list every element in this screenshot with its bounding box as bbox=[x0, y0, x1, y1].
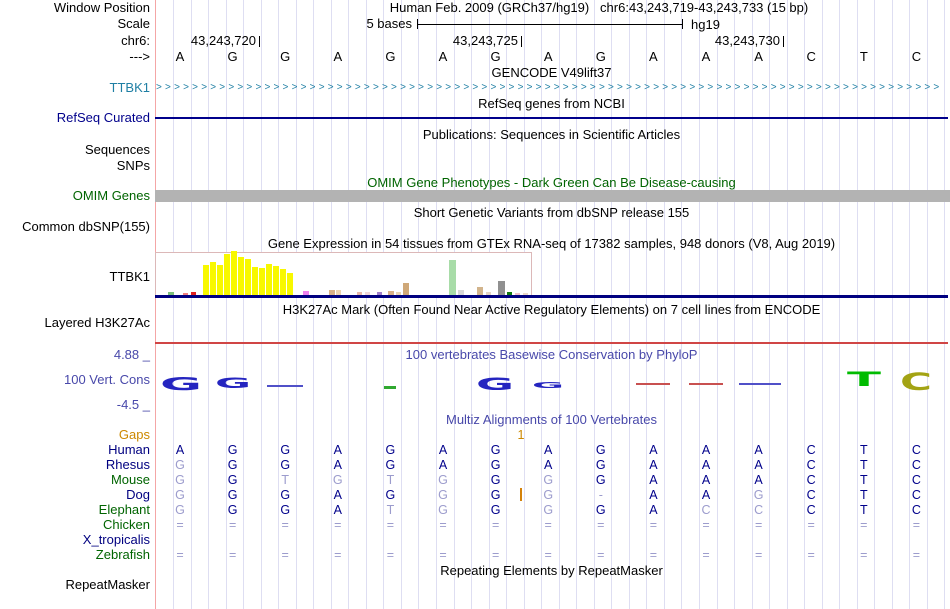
dbsnp-label[interactable]: Common dbSNP(155) bbox=[22, 219, 150, 234]
multiz-base-human: G bbox=[490, 443, 501, 457]
multiz-base-mouse: T bbox=[281, 473, 289, 487]
sequence-base: A bbox=[701, 49, 711, 64]
multiz-base-human: A bbox=[438, 443, 448, 457]
multiz-base-zebrafish: = bbox=[491, 548, 500, 562]
multiz-base-human: G bbox=[280, 443, 291, 457]
multiz-base-dog: A bbox=[333, 488, 342, 502]
multiz-base-mouse: C bbox=[806, 473, 816, 487]
phylop-base-glyph: G bbox=[476, 374, 514, 394]
multiz-base-human: A bbox=[701, 443, 711, 457]
multiz-base-dog: C bbox=[806, 488, 816, 502]
multiz-species-label-zebrafish[interactable]: Zebrafish bbox=[95, 547, 150, 562]
sequence-base: G bbox=[595, 49, 606, 64]
position-number: 43,243,725 bbox=[452, 33, 518, 48]
multiz-base-dog: G bbox=[280, 488, 291, 502]
multiz-base-zebrafish: = bbox=[754, 548, 763, 562]
multiz-base-zebrafish: = bbox=[386, 548, 395, 562]
phylop-max-label: 4.88 _ bbox=[113, 347, 150, 362]
assembly-position-title: Human Feb. 2009 (GRCh37/hg19) chr6:43,243,719-43,243,733 (15 bp) bbox=[389, 0, 809, 15]
multiz-base-human: A bbox=[333, 443, 342, 457]
sequence-base: G bbox=[490, 49, 501, 64]
multiz-base-chicken: = bbox=[491, 518, 500, 532]
phylop-track-title: 100 vertebrates Basewise Conservation by PhyloP bbox=[405, 347, 698, 362]
multiz-base-elephant: G bbox=[543, 503, 554, 517]
multiz-base-dog: T bbox=[859, 488, 868, 502]
phylop-label[interactable]: 100 Vert. Cons bbox=[64, 372, 150, 387]
omim-genes-label[interactable]: OMIM Genes bbox=[72, 188, 150, 203]
multiz-species-label-rhesus[interactable]: Rhesus bbox=[105, 457, 150, 472]
multiz-base-human: A bbox=[754, 443, 763, 457]
multiz-base-chicken: = bbox=[439, 518, 447, 532]
multiz-base-elephant: A bbox=[333, 503, 342, 517]
scale-value: 5 bases bbox=[366, 16, 412, 31]
window-position-label: Window Position bbox=[53, 0, 150, 15]
multiz-gap-count: 1 bbox=[517, 428, 525, 442]
sequence-base: A bbox=[649, 49, 658, 64]
multiz-base-human: A bbox=[649, 443, 658, 457]
multiz-base-mouse: G bbox=[595, 473, 606, 487]
phylop-base-glyph bbox=[267, 385, 303, 387]
multiz-base-mouse: G bbox=[438, 473, 448, 487]
multiz-base-human: C bbox=[911, 443, 921, 457]
multiz-base-elephant: T bbox=[859, 503, 868, 517]
sequence-base: A bbox=[175, 49, 185, 64]
gtex-gene-label[interactable]: TTBK1 bbox=[109, 269, 150, 284]
multiz-base-human: A bbox=[175, 443, 185, 457]
sequence-base: G bbox=[385, 49, 396, 64]
multiz-base-elephant: G bbox=[438, 503, 448, 517]
phylop-base-glyph: G bbox=[160, 374, 202, 395]
omim-track-title: OMIM Gene Phenotypes - Dark Green Can Be Disease-causing bbox=[367, 175, 736, 190]
multiz-base-chicken: = bbox=[281, 518, 289, 532]
multiz-base-chicken: = bbox=[597, 518, 605, 532]
multiz-base-elephant: C bbox=[701, 503, 711, 517]
phylop-base-glyph bbox=[689, 383, 723, 385]
multiz-base-rhesus: C bbox=[911, 458, 921, 472]
multiz-base-dog: G bbox=[543, 488, 554, 502]
multiz-base-chicken: = bbox=[544, 518, 552, 532]
multiz-base-chicken: = bbox=[860, 518, 868, 532]
multiz-base-mouse: A bbox=[649, 473, 658, 487]
multiz-base-mouse: T bbox=[386, 473, 395, 487]
multiz-base-rhesus: G bbox=[490, 458, 501, 472]
multiz-base-elephant: C bbox=[806, 503, 816, 517]
multiz-base-dog: A bbox=[701, 488, 711, 502]
multiz-base-rhesus: A bbox=[544, 458, 553, 472]
phylop-base-glyph: G bbox=[215, 376, 251, 392]
multiz-base-rhesus: G bbox=[385, 458, 396, 472]
multiz-base-mouse: C bbox=[911, 473, 921, 487]
phylop-base-glyph bbox=[739, 383, 781, 385]
multiz-base-zebrafish: = bbox=[912, 548, 921, 562]
multiz-base-dog: G bbox=[175, 488, 185, 502]
multiz-species-label-gaps[interactable]: Gaps bbox=[118, 427, 150, 442]
multiz-base-mouse: G bbox=[332, 473, 343, 487]
multiz-base-elephant: G bbox=[280, 503, 291, 517]
h3k27ac-track-title: H3K27Ac Mark (Often Found Near Active Regulatory Elements) on 7 cell lines from ENCODE bbox=[282, 302, 821, 317]
multiz-insertion-mark bbox=[520, 488, 522, 501]
gencode-track-title: GENCODE V49lift37 bbox=[491, 65, 612, 80]
multiz-base-chicken: = bbox=[228, 518, 237, 532]
multiz-base-dog: G bbox=[438, 488, 448, 502]
multiz-base-rhesus: A bbox=[754, 458, 763, 472]
gencode-gene-arrows[interactable]: >>>>>>>>>>>>>>>>>>>>>>>>>>>>>>>>>>>>>>>>>>>>>>>>>>>>>>>>>>>>>>>>>>>>>>>>>>>>>>>>>>>>>>> bbox=[156, 82, 943, 93]
multiz-base-elephant: G bbox=[227, 503, 238, 517]
sequence-base: G bbox=[227, 49, 238, 64]
multiz-base-elephant: G bbox=[490, 503, 501, 517]
sequence-base: A bbox=[333, 49, 343, 64]
assembly-name: hg19 bbox=[691, 17, 720, 32]
publications-snps-label[interactable]: SNPs bbox=[116, 158, 150, 173]
phylop-base-glyph: C bbox=[900, 368, 932, 396]
multiz-base-zebrafish: = bbox=[439, 548, 447, 562]
multiz-base-rhesus: G bbox=[280, 458, 291, 472]
gencode-gene-label[interactable]: TTBK1 bbox=[109, 80, 150, 95]
multiz-base-chicken: = bbox=[334, 518, 342, 532]
multiz-base-dog: G bbox=[385, 488, 396, 502]
position-number: 43,243,720 bbox=[190, 33, 256, 48]
multiz-species-label-elephant[interactable]: Elephant bbox=[98, 502, 150, 517]
multiz-base-dog: C bbox=[911, 488, 921, 502]
multiz-base-rhesus: C bbox=[806, 458, 816, 472]
multiz-base-human: A bbox=[544, 443, 553, 457]
phylop-base-glyph: T bbox=[847, 368, 883, 391]
multiz-base-dog: G bbox=[753, 488, 764, 502]
multiz-base-mouse: A bbox=[701, 473, 711, 487]
multiz-base-zebrafish: = bbox=[597, 548, 605, 562]
multiz-base-human: C bbox=[806, 443, 816, 457]
publications-sequences-label[interactable]: Sequences bbox=[84, 142, 150, 157]
multiz-species-label-mouse[interactable]: Mouse bbox=[110, 472, 150, 487]
strand-arrow-label: ---> bbox=[129, 49, 150, 64]
multiz-base-chicken: = bbox=[386, 518, 395, 532]
repeatmasker-label[interactable]: RepeatMasker bbox=[65, 577, 150, 592]
multiz-base-zebrafish: = bbox=[281, 548, 289, 562]
multiz-base-dog: G bbox=[490, 488, 501, 502]
h3k27ac-label[interactable]: Layered H3K27Ac bbox=[44, 315, 150, 330]
multiz-base-rhesus: A bbox=[333, 458, 342, 472]
refseq-track-title: RefSeq genes from NCBI bbox=[478, 96, 625, 111]
multiz-species-label-human[interactable]: Human bbox=[108, 442, 150, 457]
multiz-base-chicken: = bbox=[702, 518, 710, 532]
multiz-base-elephant: T bbox=[386, 503, 395, 517]
dbsnp-track-title: Short Genetic Variants from dbSNP release 155 bbox=[413, 205, 690, 220]
multiz-base-chicken: = bbox=[807, 518, 815, 532]
multiz-base-human: G bbox=[595, 443, 606, 457]
multiz-base-chicken: = bbox=[912, 518, 921, 532]
multiz-base-elephant: G bbox=[595, 503, 606, 517]
multiz-base-elephant: C bbox=[754, 503, 764, 517]
sequence-base: C bbox=[911, 49, 922, 64]
multiz-base-mouse: G bbox=[490, 473, 501, 487]
scale-label: Scale bbox=[117, 16, 150, 31]
sequence-base: A bbox=[754, 49, 763, 64]
multiz-species-label-dog[interactable]: Dog bbox=[126, 487, 150, 502]
multiz-base-rhesus: T bbox=[859, 458, 868, 472]
gtex-track-title: Gene Expression in 54 tissues from GTEx RNA-seq of 17382 samples, 948 donors (V8, Aug 2019) bbox=[267, 236, 836, 251]
multiz-base-dog: G bbox=[227, 488, 238, 502]
multiz-base-mouse: A bbox=[754, 473, 763, 487]
chromosome-label: chr6: bbox=[121, 33, 150, 48]
multiz-track-title: Multiz Alignments of 100 Vertebrates bbox=[445, 412, 657, 427]
sequence-base: C bbox=[806, 49, 816, 64]
sequence-base: G bbox=[280, 49, 291, 64]
multiz-base-human: T bbox=[859, 443, 868, 457]
multiz-base-human: G bbox=[385, 443, 396, 457]
phylop-base-glyph: G bbox=[532, 380, 565, 390]
multiz-base-zebrafish: = bbox=[544, 548, 552, 562]
multiz-base-mouse: G bbox=[227, 473, 238, 487]
phylop-base-glyph bbox=[636, 383, 670, 385]
sequence-base: A bbox=[543, 49, 553, 64]
phylop-min-label: -4.5 _ bbox=[116, 397, 150, 412]
multiz-base-rhesus: A bbox=[649, 458, 658, 472]
multiz-base-dog: - bbox=[598, 488, 603, 502]
sequence-base: T bbox=[859, 49, 868, 64]
sequence-base: A bbox=[438, 49, 448, 64]
repeatmasker-track-title: Repeating Elements by RepeatMasker bbox=[440, 563, 663, 578]
publications-track-title: Publications: Sequences in Scientific Articles bbox=[422, 127, 681, 142]
multiz-base-zebrafish: = bbox=[702, 548, 710, 562]
multiz-base-mouse: G bbox=[543, 473, 554, 487]
multiz-base-zebrafish: = bbox=[176, 548, 184, 562]
phylop-base-glyph bbox=[384, 386, 396, 389]
multiz-base-mouse: T bbox=[859, 473, 868, 487]
multiz-base-human: G bbox=[227, 443, 238, 457]
multiz-base-rhesus: G bbox=[595, 458, 606, 472]
multiz-base-mouse: G bbox=[175, 473, 185, 487]
multiz-base-rhesus: G bbox=[175, 458, 185, 472]
multiz-base-chicken: = bbox=[754, 518, 763, 532]
multiz-base-rhesus: A bbox=[701, 458, 711, 472]
multiz-base-chicken: = bbox=[649, 518, 658, 532]
multiz-base-zebrafish: = bbox=[860, 548, 868, 562]
multiz-base-rhesus: A bbox=[438, 458, 448, 472]
multiz-base-dog: A bbox=[649, 488, 658, 502]
multiz-species-label-x_tropicalis[interactable]: X_tropicalis bbox=[82, 532, 150, 547]
refseq-curated-label[interactable]: RefSeq Curated bbox=[56, 110, 150, 125]
multiz-species-label-chicken[interactable]: Chicken bbox=[103, 517, 150, 532]
position-number: 43,243,730 bbox=[714, 33, 780, 48]
multiz-base-chicken: = bbox=[176, 518, 184, 532]
multiz-base-zebrafish: = bbox=[334, 548, 342, 562]
multiz-base-zebrafish: = bbox=[649, 548, 658, 562]
multiz-base-rhesus: G bbox=[227, 458, 238, 472]
multiz-base-elephant: A bbox=[649, 503, 658, 517]
multiz-base-elephant: G bbox=[175, 503, 185, 517]
multiz-base-zebrafish: = bbox=[228, 548, 237, 562]
multiz-base-elephant: C bbox=[911, 503, 921, 517]
multiz-base-zebrafish: = bbox=[807, 548, 815, 562]
